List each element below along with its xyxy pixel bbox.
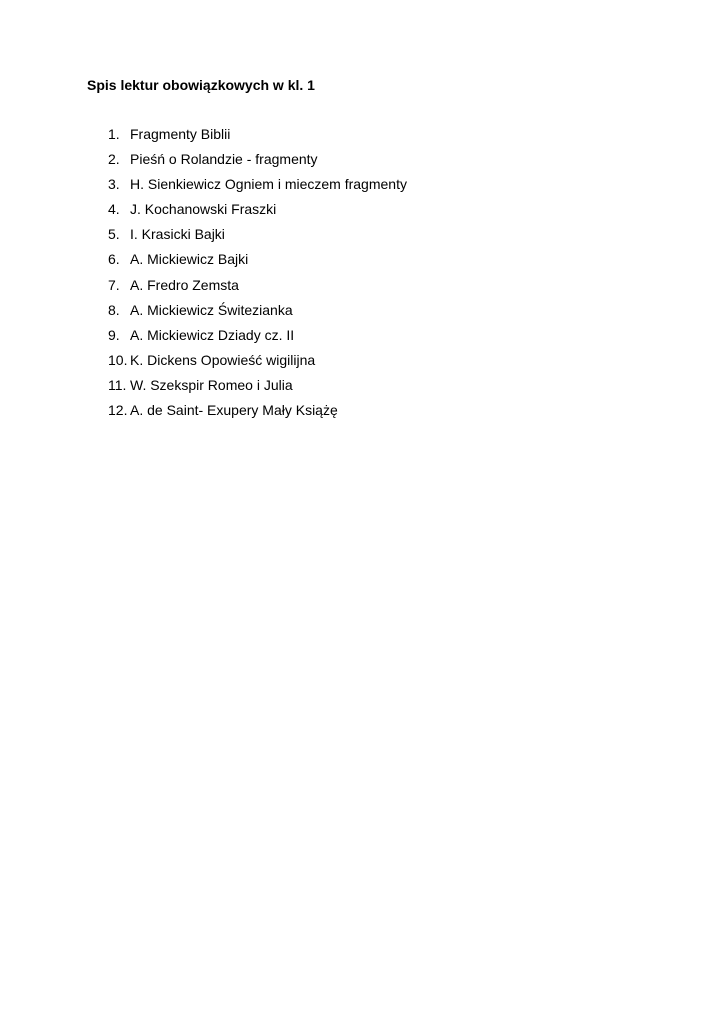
list-item	[108, 401, 407, 426]
list-item-text: A. Mickiewicz Bajki	[130, 251, 249, 268]
list-item-text: J. Kochanowski Fraszki	[130, 201, 277, 218]
list-item-text: A. Mickiewicz Świtezianka	[130, 301, 293, 318]
list-item	[108, 200, 407, 225]
list-item-number: 9.	[108, 326, 120, 343]
list-item	[108, 351, 407, 376]
list-item-number: 1.	[108, 126, 120, 142]
list-item-number: 5.	[108, 226, 120, 243]
list-item-number: 6.	[108, 251, 120, 268]
list-item-text: A. Mickiewicz Dziady cz. II	[130, 326, 295, 343]
list-item	[108, 175, 407, 200]
list-item	[108, 326, 407, 351]
list-item-text: K. Dickens Opowieść wigilijna	[130, 351, 316, 368]
list-item	[108, 301, 407, 326]
document-title: Spis lektur obowiązkowych w kl. 1	[87, 77, 315, 93]
reading-list	[108, 125, 407, 426]
list-item-number: 11.	[108, 376, 127, 393]
list-item-text: A. de Saint- Exupery Mały Książę	[130, 402, 338, 419]
list-item-text: W. Szekspir Romeo i Julia	[130, 376, 293, 393]
list-item-number: 10.	[108, 351, 128, 368]
list-item-number: 3.	[108, 176, 120, 193]
list-item-text: A. Fredro Zemsta	[130, 276, 239, 293]
list-item-text: Pieśń o Rolandzie - fragmenty	[130, 151, 318, 168]
list-item-number: 7.	[108, 276, 120, 293]
list-item-number: 4.	[108, 201, 120, 218]
list-item-number: 2.	[108, 151, 120, 168]
list-item	[108, 376, 407, 401]
list-item	[108, 225, 407, 250]
list-item-number: 8.	[108, 301, 120, 318]
list-item	[108, 150, 407, 175]
list-item-text: H. Sienkiewicz Ogniem i mieczem fragmenty	[130, 176, 407, 193]
list-item-text: I. Krasicki Bajki	[130, 226, 225, 243]
list-item-text: Fragmenty Biblii	[130, 126, 231, 142]
list-item-number: 12.	[108, 402, 128, 419]
list-item	[108, 125, 407, 150]
list-item	[108, 276, 407, 301]
list-item	[108, 250, 407, 275]
